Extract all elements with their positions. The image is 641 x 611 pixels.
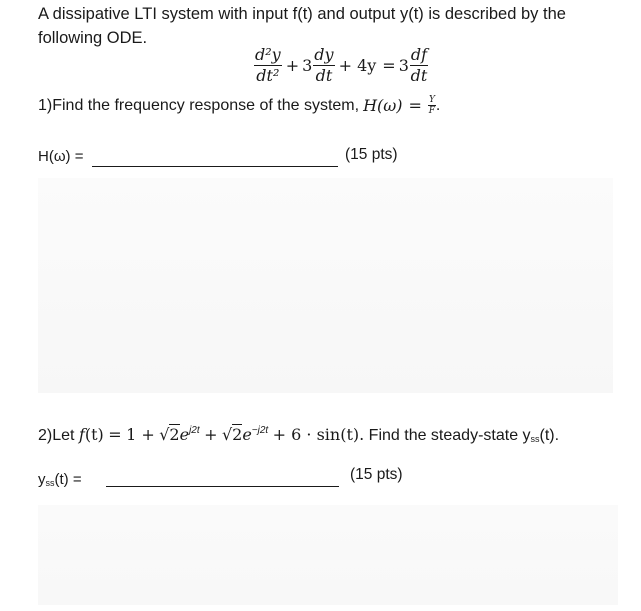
answer-2-label: [38, 471, 82, 488]
answer-2-label-main: y: [38, 471, 46, 488]
question-2-suffix-end: (t).: [539, 427, 560, 444]
ode-equation: [253, 46, 429, 85]
sine-term: + 6 · sin(t).: [272, 425, 365, 444]
dy-numerator: dy: [314, 45, 334, 64]
dy-dt-fraction: [313, 46, 334, 85]
d2y-dt2-fraction: [254, 46, 282, 85]
answer-2-blank[interactable]: [106, 468, 339, 487]
dt-denominator-rhs: dt: [410, 66, 428, 85]
question-2: [38, 425, 559, 445]
question-2-equals: =: [108, 425, 122, 444]
question-2-prefix: 2)Let: [38, 427, 75, 444]
answer-2-label-sub: ss: [45, 478, 55, 488]
question-1: [38, 95, 440, 116]
term-4y: + 4y: [338, 56, 377, 75]
plus-sign: +: [285, 56, 300, 75]
sqrt-2-second: √2: [221, 425, 243, 444]
df-numerator: df: [410, 45, 428, 64]
constant-term: 1 +: [126, 425, 155, 444]
question-1-text: 1)Find the frequency response of the system,: [38, 96, 360, 114]
answer-2-label-end: (t) =: [54, 471, 82, 488]
answer-1-blank[interactable]: [92, 148, 338, 167]
plus-sign-2: +: [204, 425, 218, 444]
exp-base-1: e: [179, 425, 190, 444]
question-2-subscript: ss: [530, 434, 540, 444]
ratio-numerator: Y: [428, 95, 435, 105]
y-over-f-fraction: [428, 95, 436, 116]
d2y-numerator: d²y: [255, 45, 281, 64]
answer-1-points: (15 pts): [345, 146, 398, 163]
work-area-1: [38, 178, 613, 393]
exp-base-2: e: [242, 425, 252, 444]
f-argument: (t): [84, 425, 104, 444]
exp-power-2: −j2t: [251, 425, 269, 436]
answer-2-points: (15 pts): [350, 466, 403, 483]
ratio-denominator: F: [428, 106, 436, 116]
dt2-denominator: dt²: [256, 66, 280, 85]
coefficient-3-rhs: 3: [398, 56, 409, 75]
question-1-equals: =: [408, 96, 422, 115]
df-dt-fraction: [410, 46, 428, 85]
question-2-suffix: Find the steady-state y: [368, 427, 531, 444]
f-symbol: f: [78, 425, 85, 444]
exp-power-1: j2t: [189, 425, 200, 436]
equals-sign: =: [382, 56, 396, 75]
dt-denominator: dt: [315, 66, 333, 85]
question-1-period: .: [435, 96, 441, 114]
work-area-2: [38, 505, 618, 605]
sqrt-2-first: √2: [159, 425, 180, 444]
h-omega-symbol: H(ω): [363, 96, 403, 115]
problem-intro: A dissipative LTI system with input f(t) and output y(t) is described by the following ODE.: [38, 5, 566, 47]
coefficient-3: 3: [302, 56, 313, 75]
answer-1-label: H(ω) =: [38, 148, 84, 165]
